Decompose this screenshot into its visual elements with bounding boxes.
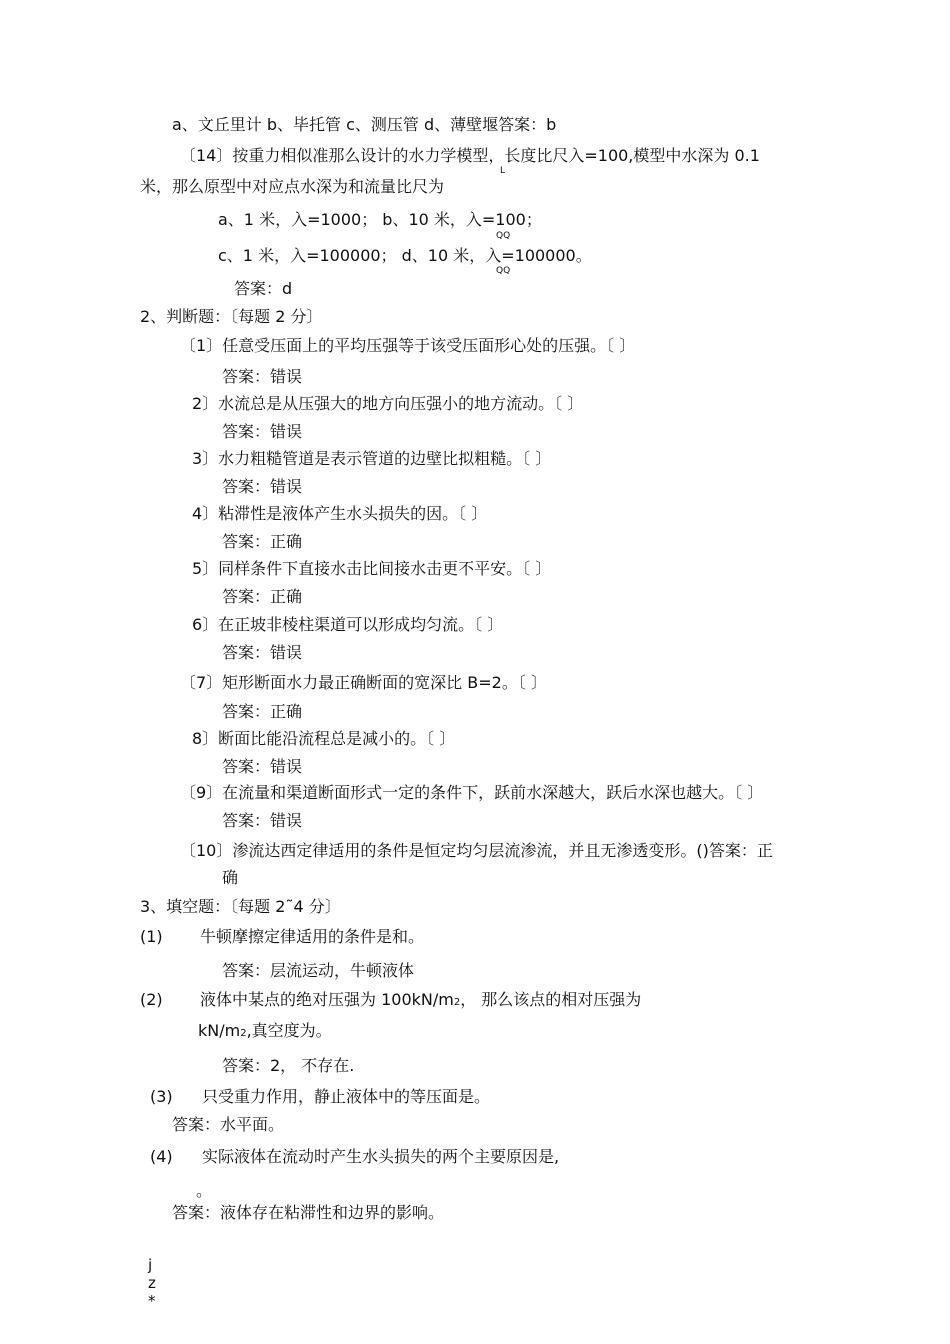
fb-2-question-cont [198,1020,332,1045]
tf-5-answer: 答案：正确 [222,587,303,606]
tf-1-answer: 答案：错误 [222,367,303,386]
fb-2-question-sub: 2 [453,997,461,1008]
tf-4-question: 4〕粘滞性是液体产生水头损失的因。〔 〕 [192,504,488,523]
tf-10-question: 〔10〕渗流达西定律适用的条件是恒定均匀层流渗流，并且无渗透变形。()答案：正 [180,841,773,860]
fb-2-question-part1: 液体中某点的绝对压强为 100kN/m [200,990,454,1009]
fb-3-answer: 答案：水平面。 [172,1115,285,1134]
fb-2-cont-part1: kN/m [198,1021,241,1040]
tf-7-answer: 答案：正确 [222,702,303,721]
footer-mark-star: * [148,1292,156,1310]
q14-stem: 〔14〕按重力相似准那么设计的水力学模型，长度比尺入=100,模型中水深为 0.1 [180,146,760,165]
q14-answer: 答案：d [234,279,293,298]
tf-9-answer: 答案：错误 [222,811,303,830]
q14-options-ab: a、1 米，入=1000； b、10 米，入=100； [218,210,542,229]
fb-1-answer: 答案：层流运动，牛顿液体 [222,961,415,980]
fb-2-answer: 答案：2， 不存在. [222,1056,355,1075]
q14-stem-cont: 米，那么原型中对应点水深为和流量比尺为 [140,177,445,196]
tf-9-question: 〔9〕在流量和渠道断面形式一定的条件下，跃前水深越大，跃后水深也越大。〔 〕 [180,783,764,802]
tf-8-answer: 答案：错误 [222,757,303,776]
tf-2-answer: 答案：错误 [222,422,303,441]
fb-4-answer: 答案：液体存在粘滞性和边界的影响。 [172,1203,445,1222]
q14-subscript-ab: QQ [496,231,511,241]
tf-5-question: 5〕同样条件下直接水击比间接水击更不平安。〔 〕 [192,559,552,578]
footer-mark-z: z [148,1274,156,1292]
fb-4-question: 实际液体在流动时产生水头损失的两个主要原因是, [202,1147,560,1166]
tf-6-question: 6〕在正坡非棱柱渠道可以形成均匀流。〔 〕 [192,615,504,634]
tf-6-answer: 答案：错误 [222,643,303,662]
tf-1-question: 〔1〕任意受压面上的平均压强等于该受压面形心处的压强。〔 〕 [180,336,636,355]
tf-10-question-cont: 确 [222,868,239,887]
fb-2-number: (2) [140,990,163,1009]
tf-7-question: 〔7〕矩形断面水力最正确断面的宽深比 B=2。〔 〕 [180,673,547,692]
fb-1-question: 牛顿摩擦定律适用的条件是和。 [200,927,425,946]
tf-3-question: 3〕水力粗糙管道是表示管道的边壁比拟粗糙。〔 〕 [192,449,552,468]
fb-4-number: (4) [150,1147,173,1166]
section-true-false-heading: 2、判断题：〔每题 2 分〕 [140,307,323,326]
fb-1-number: (1) [140,927,163,946]
fb-2-question-part2: ， 那么该点的相对压强为 [460,990,642,1009]
fb-3-number: (3) [150,1087,173,1106]
fb-3-question: 只受重力作用，静止液体中的等压面是。 [202,1087,491,1106]
tf-4-answer: 答案：正确 [222,532,303,551]
q14-subscript-cd: QQ [496,266,511,276]
fb-4-question-end: 。 [196,1181,213,1200]
tf-3-answer: 答案：错误 [222,477,303,496]
tf-8-question: 8〕断面比能沿流程总是减小的。〔 〕 [192,729,456,748]
fb-2-question [200,989,641,1014]
fb-2-cont-sub: 2 [240,1028,247,1039]
section-fill-blank-heading: 3、填空题：〔每题 2˜4 分〕 [140,897,341,916]
q13-options: a、文丘里计 b、毕托管 c、测压管 d、薄壁堰答案：b [172,115,557,134]
q14-subscript: L [500,166,506,176]
q14-options-cd: c、1 米，入=100000； d、10 米，入=100000。 [218,246,592,265]
fb-2-cont-part2: ,真空度为。 [246,1021,332,1040]
footer-mark-j: j [148,1256,153,1274]
tf-2-question: 2〕水流总是从压强大的地方向压强小的地方流动。〔 〕 [192,394,584,413]
